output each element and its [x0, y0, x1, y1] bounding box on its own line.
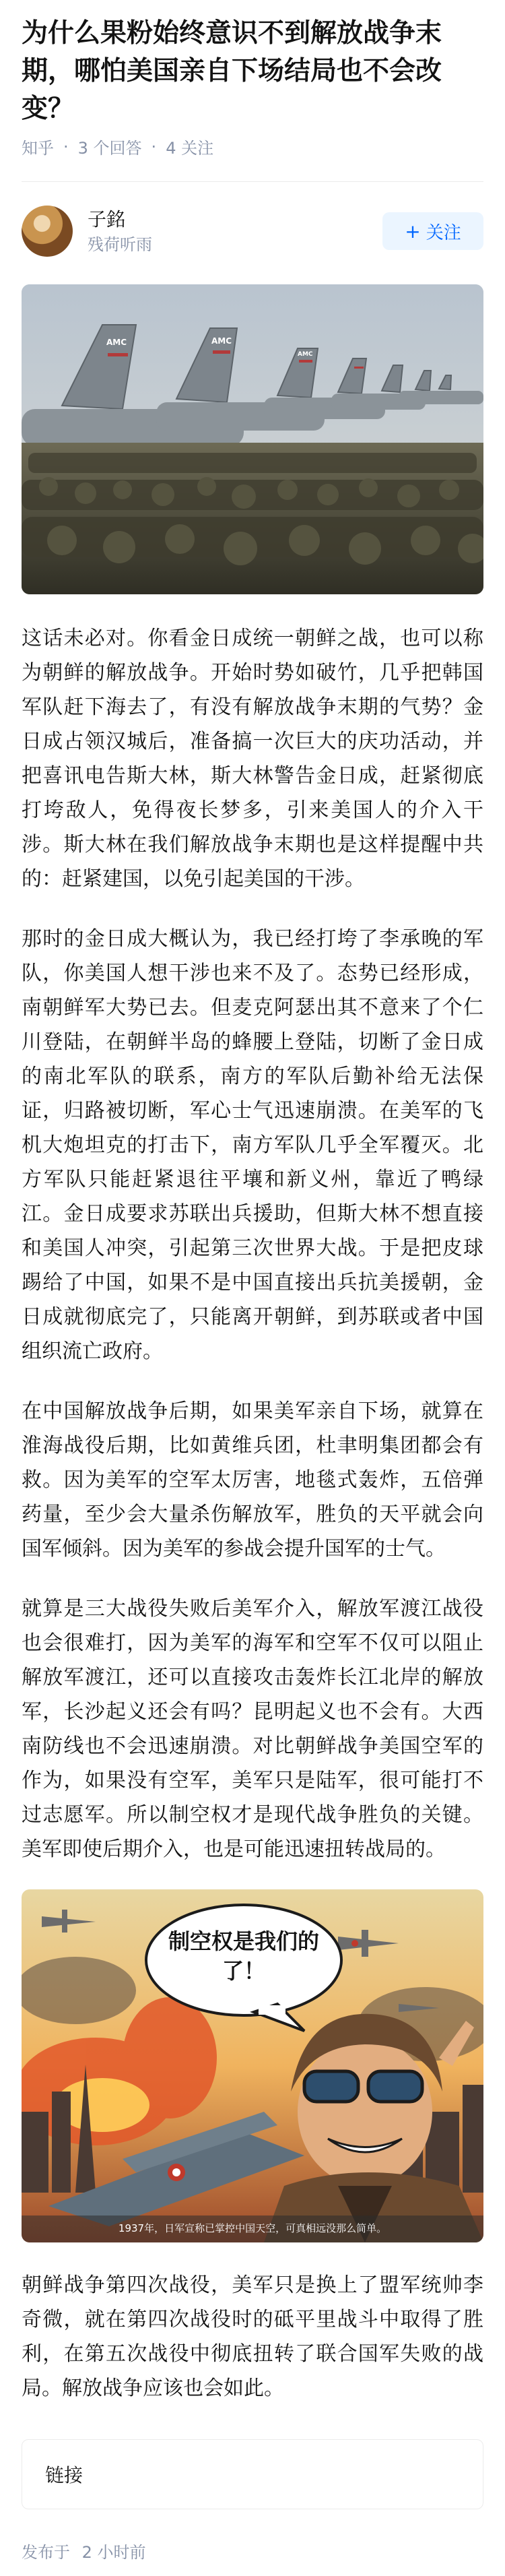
question-title[interactable]: 为什么果粉始终意识不到解放战争末期，哪怕美国亲自下场结局也不会改变？	[22, 18, 442, 124]
divider	[22, 181, 483, 182]
answer-paragraph: 那时的金日成大概认为，我已经打垮了李承晚的军队，你美国人想干涉也来不及了。态势已经形成，南朝鲜军大势已去。但麦克阿瑟出其不意来了个仁川登陆，在朝鲜半岛的蜂腰上登陆，切断了金日成的南北军队的联系，南方的军队后勤补给无法保证，归路被切断，军心士气迅速崩溃。在美军的飞机大炮坦克的打击下，南方军队几乎全军覆灭。北方军队只能赶紧退往平壤和新义州，靠近了鸭绿江。金日成要求苏联出兵援助，但斯大林不想直接和美国人冲突，引起第三次世界大战。于是把皮球踢给了中国，如果不是中国直接出兵抗美援朝，金日成就彻底完了，只能离开朝鲜，到苏联或者中国组织流亡政府。	[22, 927, 483, 1363]
speech-text: 制空权是我们的了！	[168, 1928, 319, 1984]
author-bio: 残荷听雨	[88, 235, 152, 254]
answer-paragraph: 这话未必对。你看金日成统一朝鲜之战，也可以称为朝鲜的解放战争。开始时势如破竹，几乎把韩国军队赶下海去了，有没有解放战争末期的气势？金日成占领汉城后，准备搞一次巨大的庆功活动，并把喜讯电告斯大林，斯大林警告金日成，赶紧彻底打垮敌人，免得夜长梦多，引来美国人的介入干涉。斯大林在我们解放战争末期也是这样提醒中共的：赶紧建国，以免引起美国的干涉。	[22, 627, 483, 891]
caption-text: 1937年，日军宣称已掌控中国天空，可真相远没那么简单。	[118, 2222, 387, 2234]
speech-bubble	[156, 1926, 331, 2001]
link-card-label: 链接	[45, 2464, 83, 2486]
follow-button[interactable]	[382, 212, 483, 250]
aircraft-troops-illustration	[22, 284, 483, 594]
meta-dot: ·	[151, 137, 157, 156]
answer-count[interactable]: 3 个回答	[77, 139, 142, 158]
plus-icon: +	[405, 220, 421, 243]
tail-mark-text: AMC	[106, 338, 127, 347]
source-label: 知乎	[22, 139, 54, 158]
answer-paragraph: 就算是三大战役失败后美军介入，解放军渡江战役也会很难打，因为美军的海军和空军不仅可以阻止解放军渡江，还可以直接攻击轰炸长江北岸的解放军，长沙起义还会有吗？昆明起义也不会有。大西南防线也不会迅速崩溃。对比朝鲜战争美国空军的作为，如果没有空军，美军只是陆军，很可能打不过志愿军。所以制空权才是现代战争胜负的关键。美军即使后期介入，也是可能迅速扭转战局的。	[22, 1597, 483, 1861]
image-caption	[22, 2217, 483, 2241]
answer-paragraph: 在中国解放战争后期，如果美军亲自下场，就算在淮海战役后期，比如黄维兵团，杜聿明集团都会有救。因为美军的空军太厉害，地毯式轰炸，五倍弹药量，至少会大量杀伤解放军，胜负的天平就会向国军倾斜。因为美军的参战会提升国军的士气。	[22, 1400, 483, 1561]
follow-count: 4 关注	[166, 139, 214, 158]
follow-label: 关注	[426, 222, 461, 243]
published-time: 2 小时前	[81, 2543, 146, 2562]
answer-paragraph: 朝鲜战争第四次战役，美军只是换上了盟军统帅李奇微，就在第四次战役时的砥平里战斗中取得了胜利，在第五次战役中彻底扭转了联合国军失败的战局。解放战争应该也会如此。	[22, 2273, 483, 2400]
avatar[interactable]	[22, 206, 73, 257]
tail-mark-text: AMC	[211, 336, 232, 346]
comic-pilot-illustration[interactable]	[22, 1889, 483, 2242]
author-name[interactable]: 子銘	[88, 208, 126, 230]
publish-info	[22, 2539, 483, 2576]
link-card[interactable]	[22, 2439, 483, 2509]
photo-aircraft-troops[interactable]	[22, 284, 483, 594]
author-info	[88, 206, 382, 256]
published-label: 发布于	[22, 2543, 70, 2562]
pilot-comic-art	[22, 1889, 483, 2242]
question-meta	[22, 135, 483, 158]
meta-dot: ·	[63, 137, 69, 156]
tail-mark-text: AMC	[298, 351, 313, 358]
author-card	[22, 201, 483, 261]
